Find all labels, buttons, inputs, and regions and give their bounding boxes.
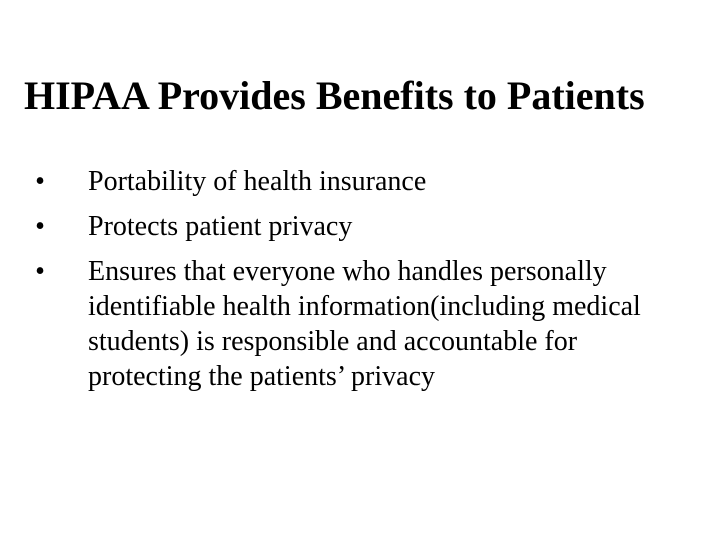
bullet-text: Ensures that everyone who handles personally identifiable health information(including medical students) is responsible and accountable for protecting the patients’ privacy [88,256,641,392]
bullet-text: Portability of health insurance [88,166,427,197]
bullet-point-icon: • [35,211,45,242]
bullet-item-privacy [30,209,670,244]
bullet-point-icon: • [35,256,45,287]
bullet-point-icon: • [35,166,45,197]
bullet-item-portability [30,164,670,199]
slide-title: HIPAA Provides Benefits to Patients [24,73,645,118]
bullet-item-accountability [30,254,670,394]
bullet-text: Protects patient privacy [88,211,353,242]
bullet-list [30,164,670,404]
